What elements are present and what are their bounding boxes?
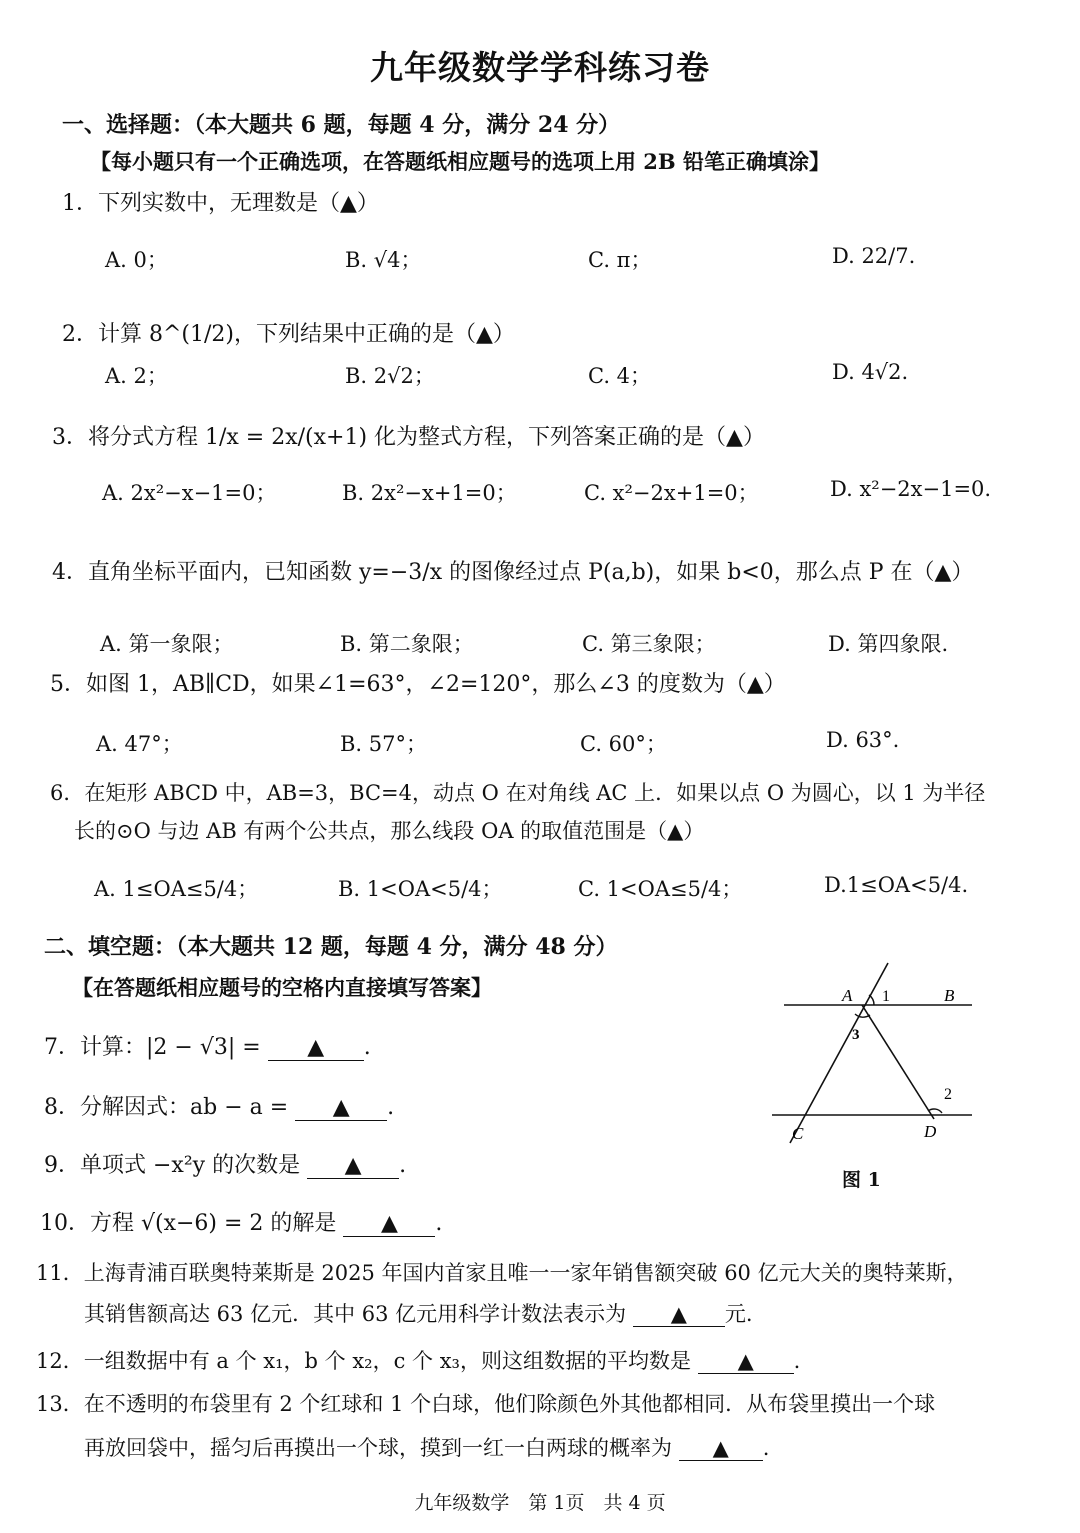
q6-option-c: C. 1<OA≤5/4； <box>578 877 743 901</box>
q3-option-a: A. 2x²−x−1=0； <box>102 481 277 505</box>
label-b: B <box>944 986 955 1005</box>
q5-stem: 5．如图 1，AB∥CD，如果∠1=63°，∠2=120°，那么∠3 的度数为（▲） <box>50 672 786 697</box>
q12-stem: 12．一组数据中有 a 个 x₁，b 个 x₂，c 个 x₃，则这组数据的平均数是 <box>36 1349 691 1373</box>
q1-option-c: C. π； <box>588 248 652 272</box>
q1-option-a: A. 0； <box>105 248 168 272</box>
q9-stem: 9．单项式 −x²y 的次数是 <box>44 1153 301 1178</box>
q5-option-d: D. 63°. <box>826 728 900 752</box>
page-title: 九年级数学学科练习卷 <box>370 48 710 87</box>
q10-answer-blank[interactable]: ▲ <box>343 1211 435 1237</box>
q6-option-a: A. 1≤OA≤5/4； <box>94 877 259 901</box>
label-angle-3: 3 <box>852 1027 860 1043</box>
label-angle-1: 1 <box>882 988 890 1005</box>
section1-heading: 一、选择题：（本大题共 6 题，每题 4 分，满分 24 分） <box>62 112 621 138</box>
q6-stem-line2: 长的⊙O 与边 AB 有两个公共点，那么线段 OA 的取值范围是（▲） <box>74 819 705 843</box>
section2-heading: 二、填空题：（本大题共 12 题，每题 4 分，满分 48 分） <box>44 934 618 960</box>
q11-stem: 其销售额高达 63 亿元．其中 63 亿元用科学计数法表示为 <box>84 1302 627 1326</box>
page-footer: 九年级数学 第 1页 共 4 页 <box>414 1492 666 1514</box>
q10-stem: 10．方程 √(x−6) = 2 的解是 <box>40 1211 337 1236</box>
q3-option-b: B. 2x²−x+1=0； <box>342 481 517 505</box>
q5-option-a: A. 47°； <box>96 732 183 756</box>
q4-option-a: A. 第一象限； <box>100 632 234 656</box>
q2-option-d: D. 4√2. <box>832 360 909 384</box>
q1-option-d: D. 22/7. <box>832 244 916 268</box>
q4-option-b: B. 第二象限； <box>340 632 474 656</box>
q13-line1: 13．在不透明的布袋里有 2 个红球和 1 个白球，他们除颜色外其他都相同．从布袋里摸出一个球 <box>36 1392 936 1416</box>
q2-option-c: C. 4； <box>588 364 652 388</box>
q10: 10．方程 √(x−6) = 2 的解是 ▲ . <box>40 1211 443 1236</box>
q4-stem: 4．直角坐标平面内，已知函数 y=−3/x 的图像经过点 P(a,b)，如果 b<0，那么点 P 在（▲） <box>52 560 974 585</box>
q6-option-b: B. 1<OA<5/4； <box>338 877 503 901</box>
q13-line2: 再放回袋中，摇匀后再摸出一个球，摸到一红一白两球的概率为 ▲ . <box>84 1436 770 1460</box>
q11-unit: 元. <box>724 1302 753 1326</box>
q3-option-c: C. x²−2x+1=0； <box>584 481 759 505</box>
q12-answer-blank[interactable]: ▲ <box>698 1349 794 1374</box>
q4-option-d: D. 第四象限. <box>828 632 949 656</box>
q6-stem-line1: 6．在矩形 ABCD 中，AB=3，BC=4，动点 O 在对角线 AC 上．如果以点 O 为圆心，以 1 为半径 <box>50 781 986 805</box>
q3-stem: 3．将分式方程 1/x = 2x/(x+1) 化为整式方程，下列答案正确的是（▲） <box>52 425 765 450</box>
q12: 12．一组数据中有 a 个 x₁，b 个 x₂，c 个 x₃，则这组数据的平均数是 ▲ . <box>36 1349 801 1373</box>
q1-option-b: B. √4； <box>345 248 422 272</box>
line-ad <box>862 1005 934 1119</box>
q8-answer-blank[interactable]: ▲ <box>295 1095 387 1121</box>
q2-option-b: B. 2√2； <box>345 364 435 388</box>
label-c: C <box>792 1124 804 1143</box>
q13-answer-blank[interactable]: ▲ <box>679 1436 763 1461</box>
line-ac <box>790 963 888 1143</box>
q8: 8．分解因式：ab − a = ▲ . <box>44 1095 395 1120</box>
q5-option-c: C. 60°； <box>580 732 667 756</box>
q7-answer-blank[interactable]: ▲ <box>268 1035 364 1061</box>
q11-line1: 11．上海青浦百联奥特莱斯是 2025 年国内首家且唯一一家年销售额突破 60 亿元大关的奥特莱斯， <box>36 1261 968 1285</box>
q9: 9．单项式 −x²y 的次数是 ▲ . <box>44 1153 407 1178</box>
q11-line2 <box>84 1298 753 1328</box>
q2-option-a: A. 2； <box>105 364 168 388</box>
q13-stem: 再放回袋中，摇匀后再摸出一个球，摸到一红一白两球的概率为 <box>84 1436 672 1460</box>
q5-option-b: B. 57°； <box>340 732 428 756</box>
section2-note: 【在答题纸相应题号的空格内直接填写答案】 <box>72 975 492 1000</box>
q11-answer-blank[interactable]: ▲ <box>633 1302 725 1327</box>
figure-1-caption: 图 1 <box>842 1169 881 1191</box>
q4-option-c: C. 第三象限； <box>582 632 716 656</box>
q7: 7．计算：|2 − √3| = ▲ . <box>44 1035 371 1060</box>
q6-option-d: D.1≤OA<5/4. <box>824 873 969 897</box>
label-d: D <box>924 1122 937 1141</box>
label-a: A <box>842 986 853 1005</box>
figure-1-diagram <box>760 955 980 1155</box>
label-angle-2: 2 <box>944 1086 952 1103</box>
q1-stem: 1．下列实数中，无理数是（▲） <box>62 191 379 216</box>
q3-option-d: D. x²−2x−1=0. <box>830 477 992 501</box>
q9-answer-blank[interactable]: ▲ <box>307 1153 399 1179</box>
q7-stem: 7．计算：|2 − √3| = <box>44 1035 261 1060</box>
q2-stem: 2．计算 8^(1/2)，下列结果中正确的是（▲） <box>62 322 515 347</box>
q8-stem: 8．分解因式：ab − a = <box>44 1095 289 1120</box>
section1-note: 【每小题只有一个正确选项，在答题纸相应题号的选项上用 2B 铅笔正确填涂】 <box>90 149 830 174</box>
